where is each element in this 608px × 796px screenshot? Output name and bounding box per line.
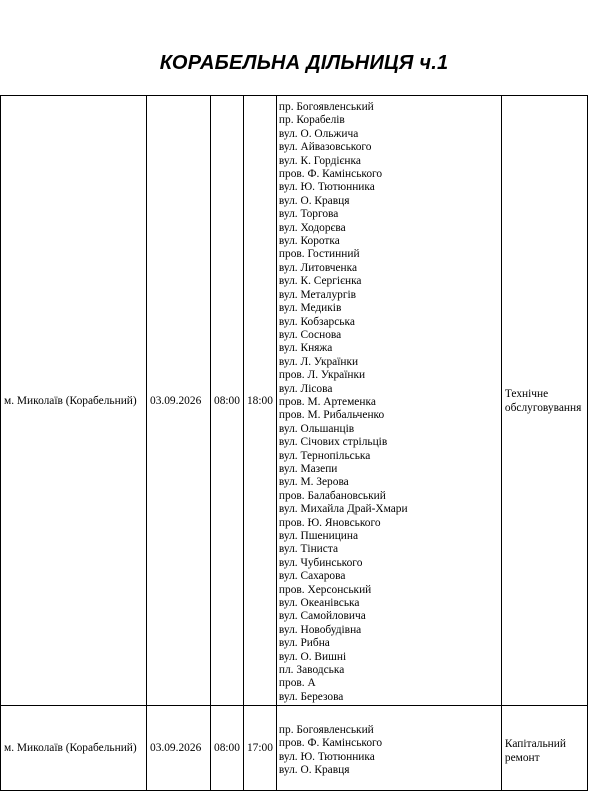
street-item: вул. Лісова [278, 382, 333, 395]
street-item: пров. М. Артеменка [278, 395, 376, 408]
street-item: пров. Гостинний [278, 248, 360, 261]
street-item: пл. Заводська [278, 664, 345, 677]
table-row [1, 706, 588, 791]
date-cell: 03.09.2026 [147, 706, 211, 791]
street-item: вул. Кобзарська [278, 315, 355, 328]
street-item: вул. Металургів [278, 288, 357, 301]
street-item: вул. Січових стрільців [278, 436, 388, 449]
reason-cell [501, 706, 587, 791]
street-item: вул. Тіниста [278, 543, 339, 556]
time-from-cell: 08:00 [211, 706, 244, 791]
street-item: вул. Княжа [278, 342, 333, 355]
street-item: пров. Ю. Яновського [278, 516, 381, 529]
street-item: вул. Айвазовського [278, 141, 372, 154]
street-item: вул. Сахарова [278, 570, 346, 583]
streets-cell [276, 96, 501, 706]
city-cell: м. Миколаїв (Корабельний) [1, 96, 147, 706]
street-item: вул. Тернопільська [278, 449, 371, 462]
street-item: вул. Литовченка [278, 261, 358, 274]
reason-cell [501, 96, 587, 706]
street-item: вул. Коротка [278, 235, 340, 248]
street-item: пров. Херсонський [278, 583, 372, 596]
street-item: вул. О. Ольжича [278, 127, 359, 140]
document-title: КОРАБЕЛЬНА ДІЛЬНИЦЯ ч.1 [159, 52, 449, 74]
date-cell: 03.09.2026 [147, 96, 211, 706]
street-item: вул. К. Гордієнка [278, 154, 361, 167]
street-item: вул. Новобудівна [278, 623, 362, 636]
time-to-cell: 17:00 [243, 706, 276, 791]
city-cell: м. Миколаїв (Корабельний) [1, 706, 147, 791]
street-item: пр. Корабелів [278, 114, 345, 127]
street-list [279, 724, 498, 778]
street-item: вул. Михайла Драй-Хмари [278, 503, 408, 516]
street-item: вул. Пшеницина [278, 530, 359, 542]
reason-text: Капітальний ремонт [504, 738, 566, 764]
street-item: вул. Ю. Тютюнника [278, 750, 375, 763]
street-item: вул. Медиків [278, 302, 342, 315]
street-item: вул. М. Зерова [278, 476, 349, 489]
streets-cell [276, 706, 501, 791]
time-from-cell: 08:00 [211, 96, 244, 706]
street-item: пров. Ф. Камінського [278, 737, 383, 750]
street-item: вул. Самойловича [278, 610, 366, 623]
street-item: пров. М. Рибальченко [278, 409, 385, 422]
street-item: пров. Балабановський [278, 489, 386, 502]
street-item: пров. Ф. Камінського [278, 168, 383, 181]
street-item: вул. Л. Українки [278, 355, 359, 368]
street-item: вул. Чубинського [278, 556, 363, 569]
street-item: пров. А [278, 677, 316, 690]
street-item: вул. О. Вишні [278, 650, 347, 663]
street-item: пр. Богоявленський [278, 101, 374, 113]
outage-schedule-table [0, 95, 588, 791]
street-item: вул. К. Сергієнка [278, 275, 362, 288]
street-item: вул. Ольшанців [278, 422, 355, 435]
time-to-cell: 18:00 [243, 96, 276, 706]
street-item: вул. Океанівська [278, 597, 360, 610]
street-item: вул. Рибна [278, 637, 330, 650]
street-item: вул. Ю. Тютюнника [278, 181, 375, 194]
street-item: вул. Березова [278, 690, 344, 703]
street-item: вул. О. Кравця [278, 194, 350, 207]
street-item: вул. Торгова [278, 208, 339, 221]
street-list [279, 101, 498, 704]
street-item: пров. Л. Українки [278, 369, 366, 382]
street-item: вул. Соснова [278, 328, 342, 341]
street-item: вул. Ходорєва [278, 221, 346, 234]
reason-text: Технічне обслуговування [504, 387, 582, 414]
street-item: вул. Мазепи [278, 462, 338, 475]
street-item: вул. О. Кравця [278, 764, 350, 777]
street-item: пр. Богоявленський [278, 724, 374, 736]
table-row [1, 96, 588, 706]
